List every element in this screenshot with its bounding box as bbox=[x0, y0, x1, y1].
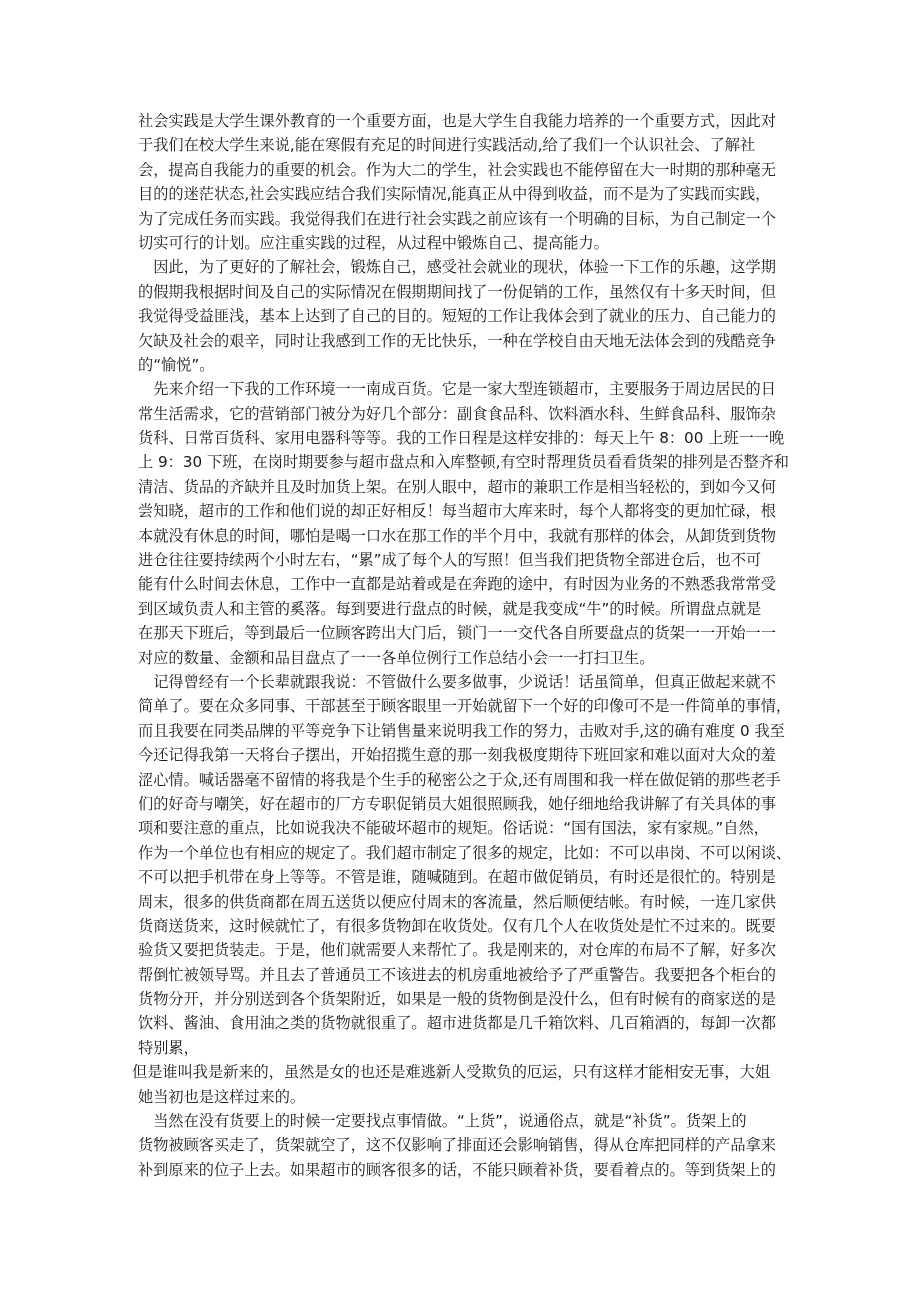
text-line: 周末，很多的供货商都在周五送货以便应付周末的客流量，然后顺便结帐。有时候，一连几家供 bbox=[138, 892, 776, 911]
text-line: 清洁、货品的齐缺并且及时加货上架。在别人眼中，超市的兼职工作是相当轻松的，到如今又何 bbox=[138, 477, 776, 496]
text-line: 到区域负责人和主管的奚落。每到要进行盘点的时候，就是我变成“牛”的时候。所谓盘点就是 bbox=[138, 599, 762, 618]
text-line: 本就没有休息的时间，哪怕是喝一口水在那工作的半个月中，我就有那样的体会，从卸货到货物 bbox=[138, 526, 776, 545]
text-line: 会，提高自我能力的重要的机会。作为大二的学生，社会实践也不能停留在大一时期的那种毫无 bbox=[138, 160, 776, 179]
text-line: 对应的数量、金额和品目盘点了一一各单位例行工作总结小会一一打扫卫生。 bbox=[138, 648, 655, 667]
text-line: 涩心情。喊话器毫不留情的将我是个生手的秘密公之于众,还有周围和我一样在做促销的那些老手 bbox=[138, 770, 781, 789]
text-line: 为了完成任务而实践。我觉得我们在进行社会实践之前应该有一个明确的目标，为自己制定一个 bbox=[138, 209, 776, 228]
text-line: 在那天下班后，等到最后一位顾客跨出大门后，锁门一一交代各自所要盘点的货架一一开始一一 bbox=[138, 624, 776, 643]
text-line: 而且我要在同类品牌的平等竞争下让销售量来说明我工作的努力，击败对手,这的确有难度 0 我至 bbox=[138, 721, 785, 740]
text-line: 们的好奇与嘲笑，好在超市的厂方专职促销员大姐很照顾我，她仔细地给我讲解了有关具体的事 bbox=[138, 794, 776, 813]
text-line: 货科、日常百货科、家用电器科等等。我的工作日程是这样安排的：每天上午 8：00 上班一一晚 bbox=[138, 429, 785, 448]
text-line: 的假期我根据时间及自己的实际情况在假期期间找了一份促销的工作，虽然仅有十多天时间，但 bbox=[138, 282, 776, 301]
text-line: 先来介绍一下我的工作环境一一南成百货。它是一家大型连锁超市，主要服务于周边居民的日 bbox=[138, 380, 776, 399]
text-line: 特别累， bbox=[138, 1038, 199, 1057]
text-line: 社会实践是大学生课外教育的一个重要方面，也是大学生自我能力培养的一个重要方式，因此对 bbox=[138, 112, 776, 130]
text-line: 能有什么时间去休息，工作中一直都是站着或是在奔跑的途中，有时因为业务的不熟悉我常常受 bbox=[138, 575, 776, 594]
text-line: 今还记得我第一天将台子摆出，开始招揽生意的那一刻我极度期待下班回家和难以面对大众的羞 bbox=[138, 746, 776, 765]
text-line: 的“愉悦”。 bbox=[138, 355, 215, 374]
text-line: 货商送货来，这时候就忙了，有很多货物卸在收货处。仅有几个人在收货处是忙不过来的。既要 bbox=[138, 916, 776, 935]
text-line: 不可以把手机带在身上等等。不管是谁，随喊随到。在超市做促销员，有时还是很忙的。特别是 bbox=[138, 868, 776, 887]
text-line: 补到原来的位子上去。如果超市的顾客很多的话，不能只顾着补货，要看着点的。等到货架上的 bbox=[138, 1160, 776, 1179]
text-line: 尝知晓，超市的工作和他们说的却正好相反！每当超市大库来时，每个人都将变的更加忙碌，根 bbox=[138, 502, 776, 521]
text-line: 作为一个单位也有相应的规定了。我们超市制定了很多的规定，比如：不可以串岗、不可以闲谈、 bbox=[138, 843, 792, 862]
text-line: 货物分开，并分别送到各个货架附近，如果是一般的货物倒是没什么，但有时候有的商家送的是 bbox=[138, 990, 776, 1009]
text-line: 进仓往往要持续两个小时左右，“累”成了每个人的写照！但当我们把货物全部进仓后，也不可 bbox=[138, 551, 762, 570]
text-line: 常生活需求，它的营销部门被分为好几个部分：副食食品科、饮料酒水科、生鲜食品科、服饰杂 bbox=[138, 404, 776, 423]
text-line: 帮倒忙被领导骂。并且去了普通员工不该进去的机房重地被给予了严重警告。我要把各个柜台的 bbox=[138, 965, 776, 984]
text-line: 货物被顾客买走了，货架就空了，这不仅影响了排面还会影响销售，得从仓库把同样的产品拿来 bbox=[138, 1136, 776, 1155]
text-line: 项和要注意的重点，比如说我决不能破坏超市的规矩。俗话说：“国有国法，家有家规。”自然， bbox=[138, 819, 769, 838]
text-line: 饮料、酱油、食用油之类的货物就很重了。超市进货都是几千箱饮料、几百箱酒的，每卸一次都 bbox=[138, 1014, 776, 1033]
text-line: 当然在没有货要上的时候一定要找点事情做。“上货”，说通俗点，就是“补货”。货架上的 bbox=[138, 1112, 747, 1131]
text-line: 于我们在校大学生来说,能在寒假有充足的时间进行实践活动,给了我们一个认识社会、了解社 bbox=[138, 136, 756, 155]
text-line: 上 9：30 下班，在岗时期要参与超市盘点和入库整顿,有空时帮理货员看看货架的排列是否整齐和 bbox=[138, 453, 789, 472]
text-line: 简单了。要在众多同事、干部甚至于顾客眼里一开始就留下一个好的印像可不是一件简单的事情， bbox=[138, 697, 792, 716]
text-line: 切实可行的计划。应注重实践的过程，从过程中锻炼自己、提高能力。 bbox=[138, 233, 609, 252]
text-line: 我觉得受益匪浅，基本上达到了自己的目的。短短的工作让我体会到了就业的压力、自己能力的 bbox=[138, 307, 776, 326]
text-line: 但是谁叫我是新来的，虽然是女的也还是难逃新人受欺负的厄运，只有这样才能相安无事，大姐 bbox=[132, 1063, 770, 1082]
text-line: 她当初也是这样过来的。 bbox=[138, 1087, 306, 1106]
text-line: 因此，为了更好的了解社会，锻炼自己，感受社会就业的现状，体验一下工作的乐趣，这学期 bbox=[138, 258, 776, 277]
text-line: 目的的迷茫状态,社会实践应结合我们实际情况,能真正从中得到收益，而不是为了实践而实践， bbox=[138, 185, 771, 204]
text-line: 欠缺及社会的艰辛，同时让我感到工作的无比快乐，一种在学校自由天地无法体会到的残酷竞争 bbox=[138, 331, 776, 350]
text-line: 记得曾经有一个长辈就跟我说：不管做什么要多做事，少说话！话虽简单，但真正做起来就不 bbox=[138, 672, 776, 691]
body-text bbox=[132, 109, 792, 1182]
text-line: 验货又要把货装走。于是，他们就需要人来帮忙了。我是刚来的，对仓库的布局不了解，好多次 bbox=[138, 941, 776, 960]
